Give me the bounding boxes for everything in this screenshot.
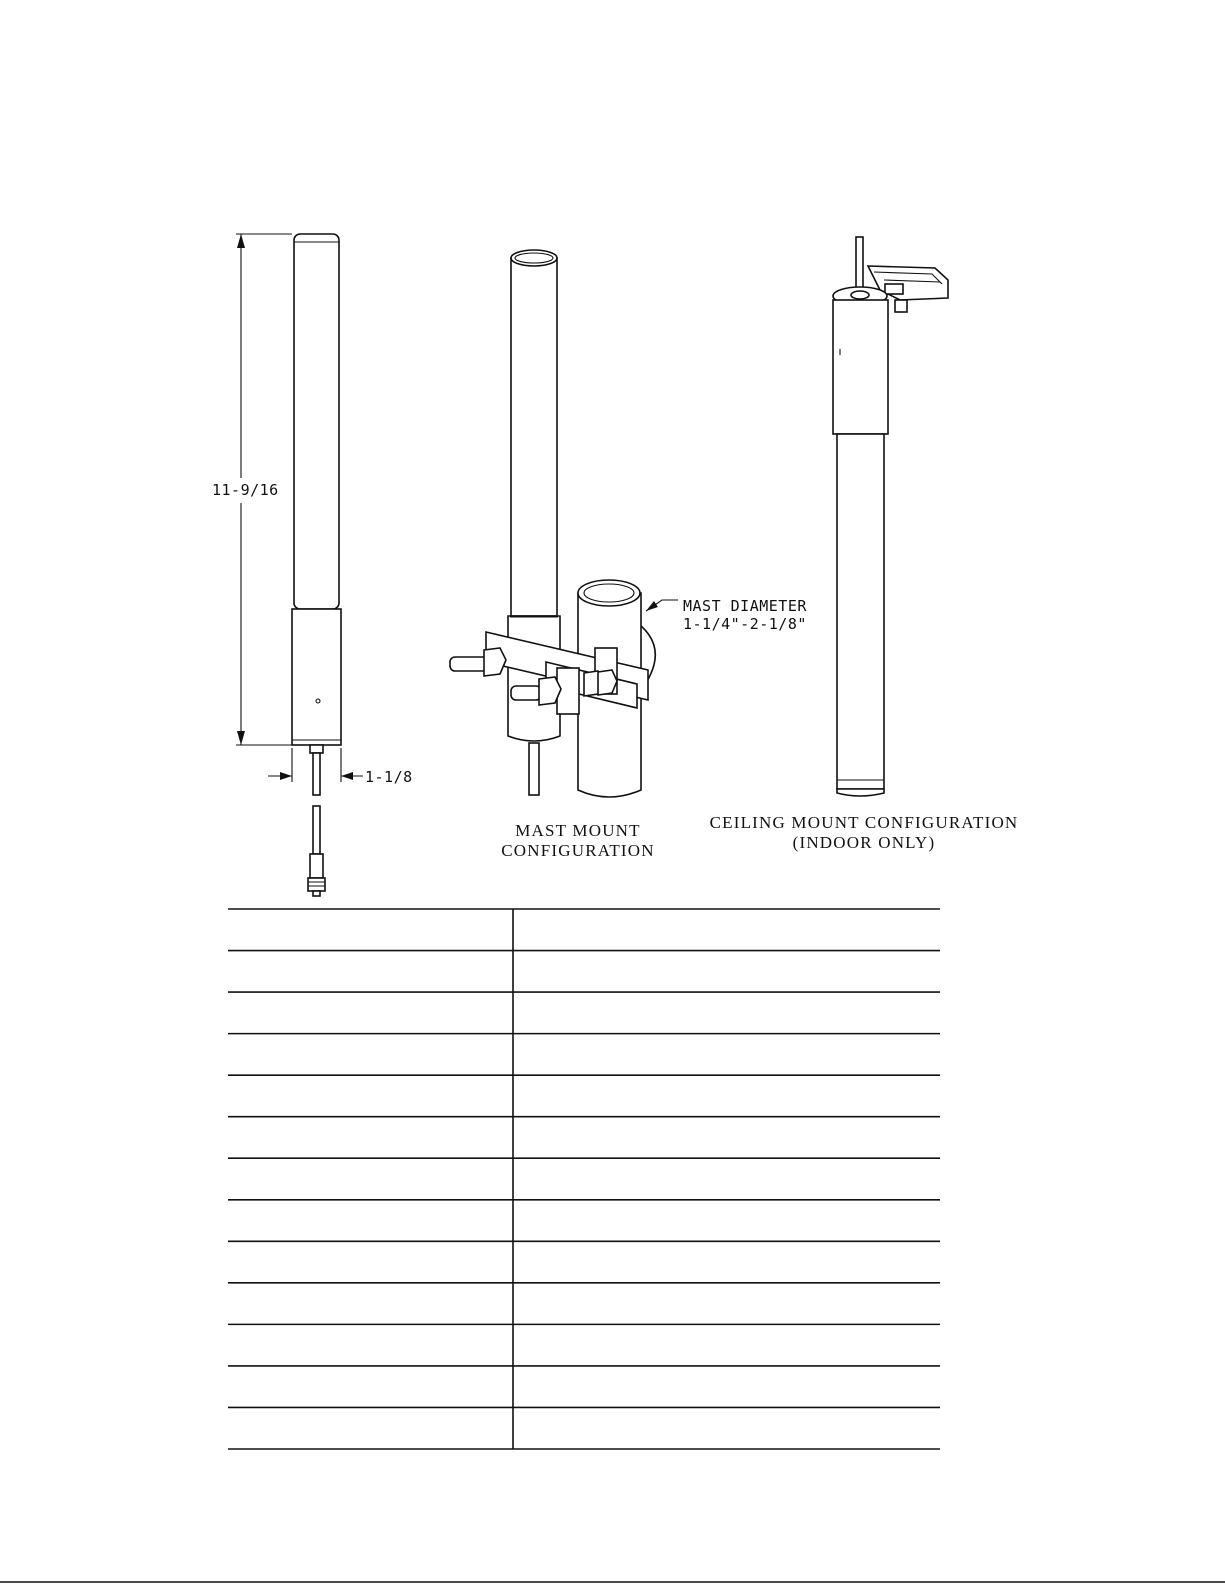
connector: [310, 745, 323, 753]
mast-mount-view: [450, 250, 807, 860]
mast-cable: [529, 743, 539, 795]
bolt-upper: [450, 657, 488, 671]
width-dimension-label: 1-1/8: [365, 768, 413, 786]
sma-nut: [308, 878, 325, 891]
mast-mount-caption-2: CONFIGURATION: [501, 841, 655, 860]
bracket-screw: [895, 300, 907, 312]
ceiling-antenna-radome: [837, 434, 884, 789]
ceiling-antenna-base: [833, 300, 888, 434]
spec-table: [228, 909, 940, 1449]
ceiling-mount-caption-2: (INDOOR ONLY): [792, 833, 936, 852]
bolt-lower: [511, 686, 541, 700]
mast-diameter-label: MAST DIAMETER: [683, 597, 807, 615]
cable-lower: [313, 806, 320, 854]
nut-upper: [484, 648, 506, 676]
cable-upper: [313, 753, 320, 795]
antenna-base: [292, 609, 341, 745]
sma-connector: [310, 854, 323, 878]
ceiling-mount-caption: CEILING MOUNT CONFIGURATION: [709, 813, 1019, 832]
ceiling-mount-view: [710, 237, 1019, 852]
antenna-radome: [294, 234, 339, 609]
mast-mount-caption: MAST MOUNT: [515, 821, 641, 840]
antenna-dimensioned-view: [212, 234, 413, 896]
mast-antenna-radome: [511, 258, 557, 616]
height-dimension-label: 11-9/16: [212, 481, 279, 499]
mast-diameter-range: 1-1/4"-2-1/8": [683, 615, 807, 633]
